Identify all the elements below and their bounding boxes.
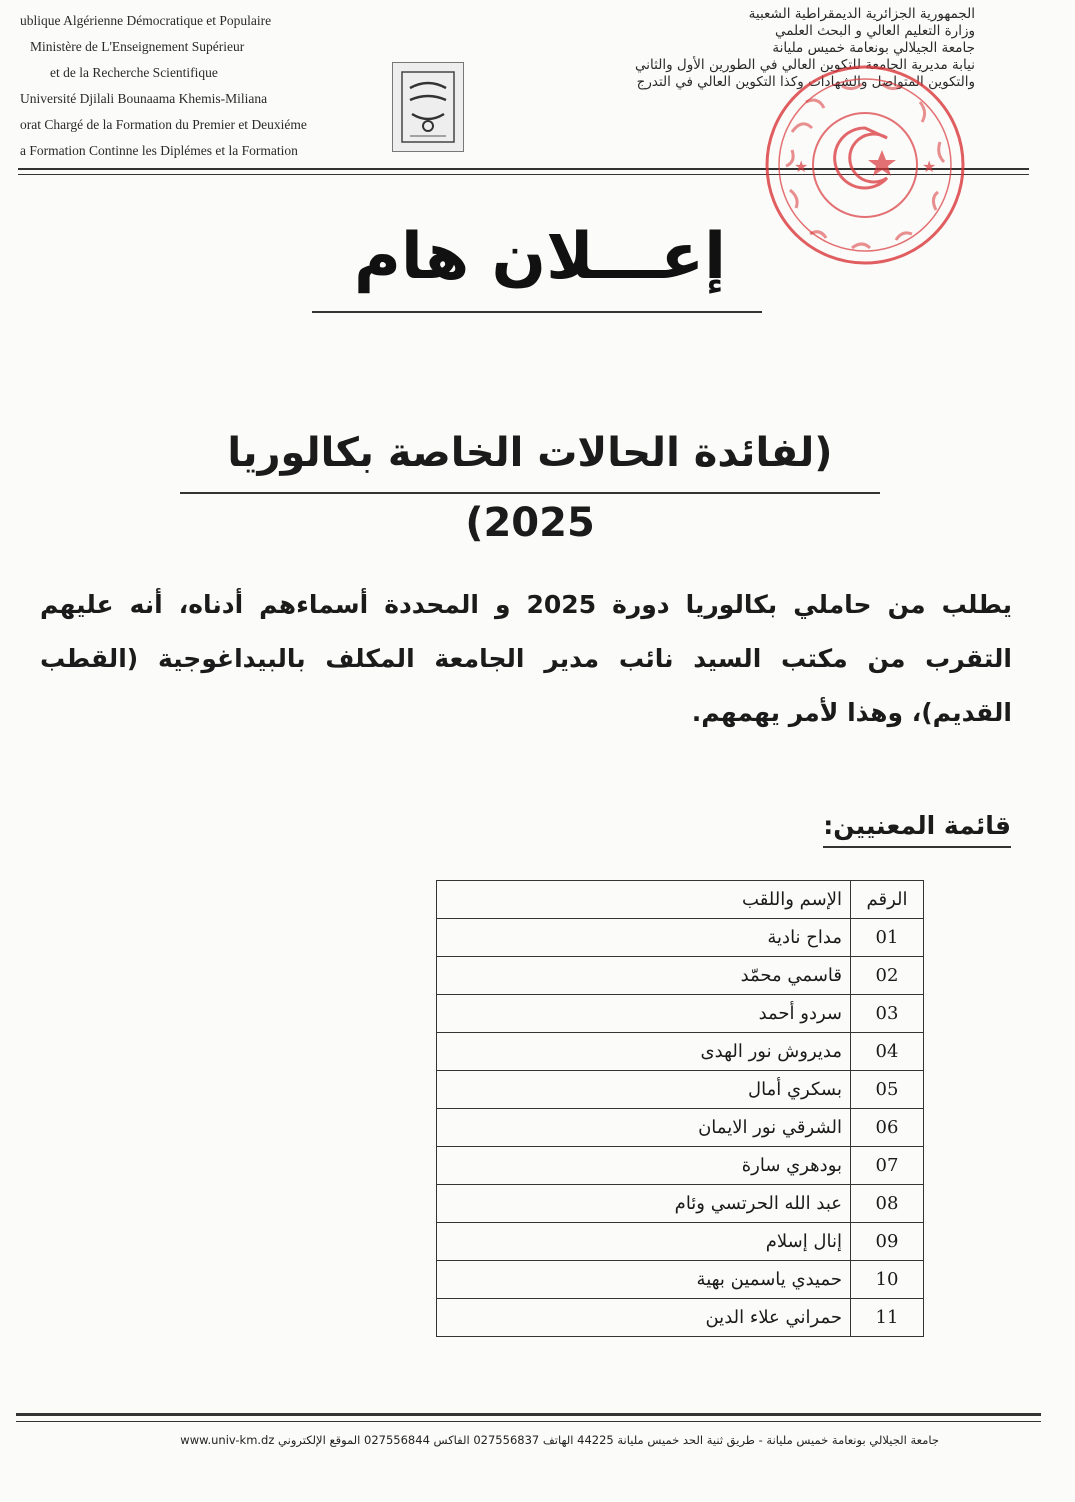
row-number: 04 <box>851 1033 924 1071</box>
table-row <box>437 1071 924 1109</box>
table-row <box>437 919 924 957</box>
footer-rule <box>16 1421 1041 1422</box>
table-row <box>437 1299 924 1337</box>
table-row <box>437 1147 924 1185</box>
row-number: 08 <box>851 1185 924 1223</box>
announcement-body: يطلب من حاملي بكالوريا دورة 2025 و المحددة أسماءهم أدناه، أنه عليهم التقرب من مكتب السيد نائب مدير الجامعة المكلف بالبيداغوجية (القطب القديم)، وهذا لأمر يهمهم. <box>40 590 1012 727</box>
list-heading: قائمة المعنيين: <box>823 806 1011 848</box>
row-number: 07 <box>851 1147 924 1185</box>
row-number: 11 <box>851 1299 924 1337</box>
french-header-line: a Formation Continne les Diplémes et la Formation <box>20 143 298 158</box>
table-row <box>437 1185 924 1223</box>
row-number: 06 <box>851 1109 924 1147</box>
french-header <box>20 8 350 164</box>
row-name: حميدي ياسمين بهية <box>437 1261 851 1299</box>
row-name: حمراني علاء الدين <box>437 1299 851 1337</box>
arabic-header-line: جامعة الجيلالي بونعامة خميس مليانة <box>772 40 975 56</box>
column-header-number: الرقم <box>851 881 924 919</box>
footer-contact: جامعة الجيلالي بونعامة خميس مليانة - طريق ثنية الحد خميس مليانة 44225 الهاتف 027556837 الفاكس 027556844 الموقع الإلكتروني www.univ-km.dz <box>180 1433 939 1447</box>
svg-text:★: ★ <box>794 157 809 176</box>
university-logo <box>392 62 464 152</box>
row-name: إنال إسلام <box>437 1223 851 1261</box>
title-underline <box>312 311 762 313</box>
arabic-header-line: الجمهورية الجزائرية الديمقراطية الشعبية <box>748 6 975 22</box>
row-name: قاسمي محمّد <box>437 957 851 995</box>
column-header-name: الإسم واللقب <box>437 881 851 919</box>
official-stamp-icon <box>762 62 968 268</box>
row-number: 09 <box>851 1223 924 1261</box>
table-row <box>437 995 924 1033</box>
french-header-line: orat Chargé de la Formation du Premier et Deuxiéme <box>20 117 307 132</box>
row-name: سردو أحمد <box>437 995 851 1033</box>
table-header-row <box>437 881 924 919</box>
french-header-line: ublique Algérienne Démocratique et Populaire <box>20 13 272 28</box>
arabic-header-line: وزارة التعليم العالي و البحث العلمي <box>774 23 975 39</box>
table-row <box>437 957 924 995</box>
french-header-line: Ministère de L'Enseignement Supérieur <box>30 39 245 54</box>
svg-text:★: ★ <box>922 157 937 176</box>
announcement-title: إعـــلان هام <box>353 220 727 294</box>
row-name: مداح نادية <box>437 919 851 957</box>
row-number: 01 <box>851 919 924 957</box>
row-number: 05 <box>851 1071 924 1109</box>
logo-mark-icon <box>398 68 458 146</box>
names-table <box>436 880 924 1337</box>
arabic-header-line: نيابة مديرية الجامعة للتكوين العالي في الطورين الأول والثاني <box>635 57 975 73</box>
arabic-header-line: والتكوين المتواصل والشهادات وكذا التكوين العالي في التدرج <box>636 74 975 90</box>
row-name: بودهري سارة <box>437 1147 851 1185</box>
row-name: مديروش نور الهدى <box>437 1033 851 1071</box>
row-name: الشرقي نور الايمان <box>437 1109 851 1147</box>
table-row <box>437 1033 924 1071</box>
french-header-line: et de la Recherche Scientifique <box>50 65 218 80</box>
announcement-subtitle: (لفائدة الحالات الخاصة بكالوريا 2025) <box>227 430 833 546</box>
row-number: 10 <box>851 1261 924 1299</box>
row-name: بسكري أمال <box>437 1071 851 1109</box>
table-row <box>437 1109 924 1147</box>
table-row <box>437 1223 924 1261</box>
row-number: 03 <box>851 995 924 1033</box>
table-row <box>437 1261 924 1299</box>
row-name: عبد الله الحرتسي وئام <box>437 1185 851 1223</box>
french-header-line: Université Djilali Bounaama Khemis-Miliana <box>20 91 268 106</box>
footer-rule <box>16 1413 1041 1416</box>
row-number: 02 <box>851 957 924 995</box>
subtitle-underline <box>180 492 880 494</box>
